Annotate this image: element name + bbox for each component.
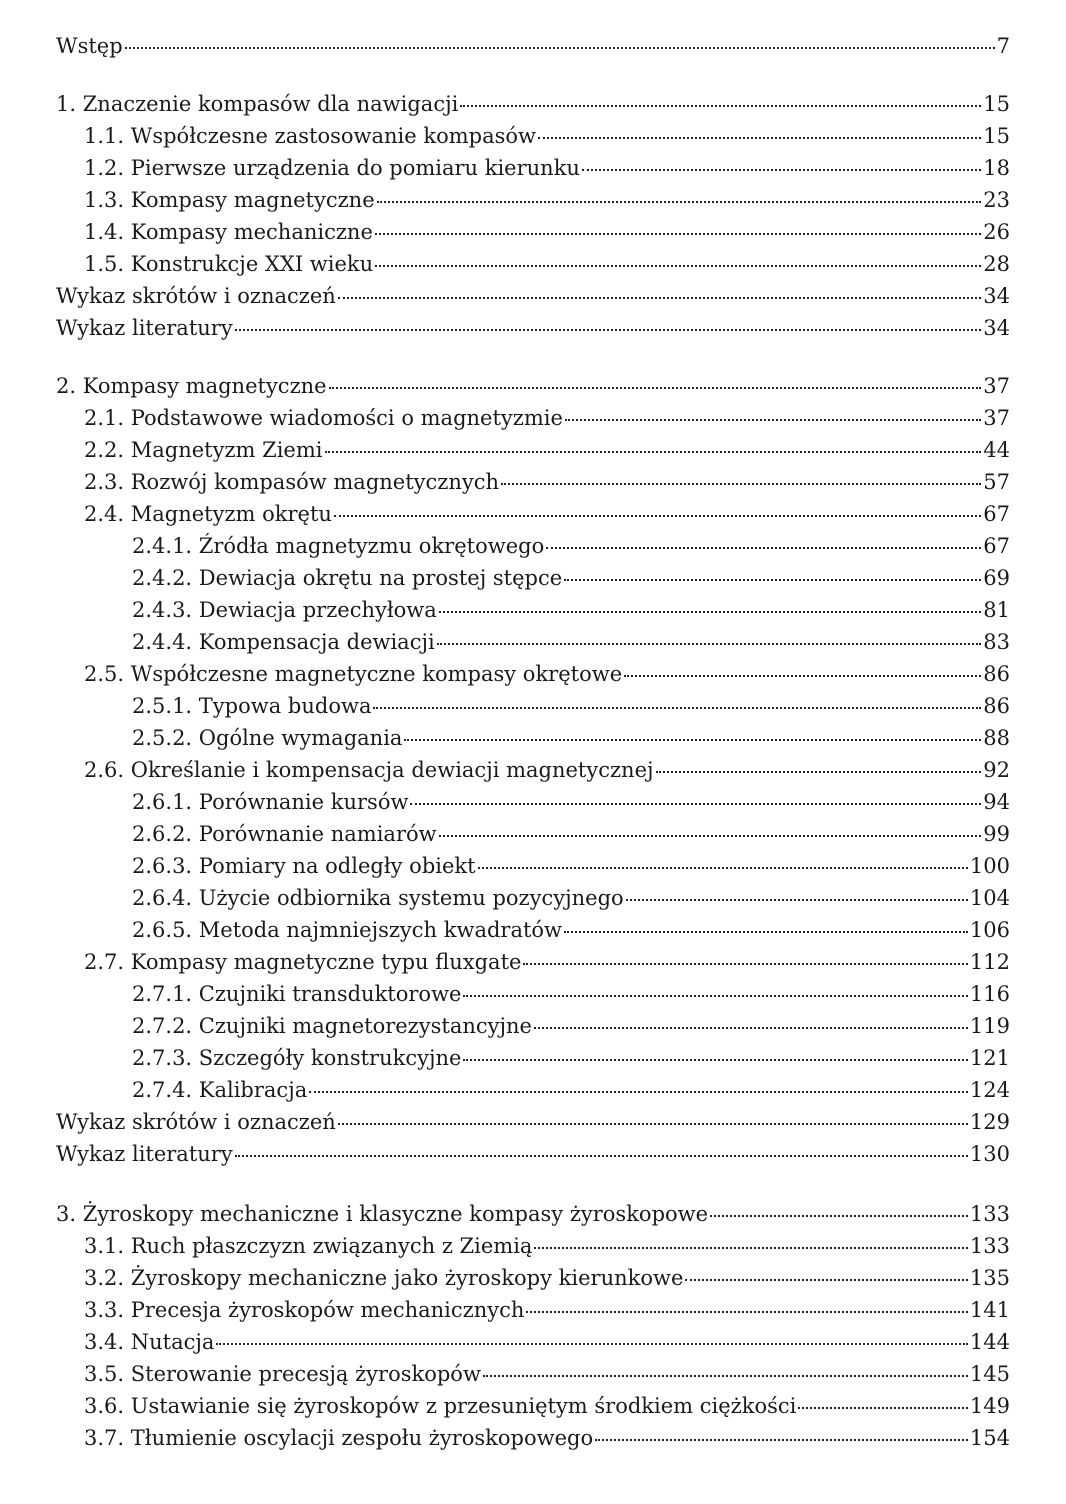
dot-leader [526, 1311, 968, 1313]
toc-entry-page-number: 144 [969, 1330, 1010, 1354]
toc-entry [132, 882, 1010, 914]
dot-leader [483, 1375, 968, 1377]
toc-entry [132, 1074, 1010, 1106]
toc-entry-page-number: 81 [983, 598, 1010, 622]
toc-entry-page-number: 92 [983, 758, 1010, 782]
toc-entry-title: Wykaz literatury [56, 316, 233, 340]
toc-entry-title: 2.5.1. Typowa budowa [132, 694, 372, 718]
dot-leader [626, 899, 968, 901]
toc-entry-title: 3. Żyroskopy mechaniczne i klasyczne kompasy żyroskopowe [56, 1202, 709, 1226]
toc-entry-page-number: 37 [983, 374, 1010, 398]
toc-entry [132, 1010, 1010, 1042]
toc-entry [56, 88, 1010, 120]
toc-entry [132, 626, 1010, 658]
toc-entry-title: 2.7.1. Czujniki transduktorowe [132, 982, 462, 1006]
toc-entry-page-number: 121 [969, 1046, 1010, 1070]
dot-leader [377, 201, 982, 203]
toc-entry-title: 2.6.4. Użycie odbiornika systemu pozycyjnego [132, 886, 624, 910]
toc-entry-page-number: 106 [969, 918, 1010, 942]
dot-leader [373, 707, 981, 709]
toc-entry [84, 754, 1010, 786]
dot-leader [546, 547, 981, 549]
toc-entry [132, 594, 1010, 626]
toc-entry-title: 2.4.3. Dewiacja przechyłowa [132, 598, 437, 622]
dot-leader [309, 1091, 968, 1093]
toc-entry-title: 2.4.1. Źródła magnetyzmu okrętowego [132, 534, 545, 558]
dot-leader [624, 675, 981, 677]
toc-entry-title: 1.1. Współczesne zastosowanie kompasów [84, 124, 537, 148]
toc-entry [84, 1390, 1010, 1422]
toc-entry-page-number: 130 [969, 1142, 1010, 1166]
dot-leader [564, 931, 968, 933]
toc-entry-page-number: 129 [969, 1110, 1010, 1134]
toc-entry-title: 3.2. Żyroskopy mechaniczne jako żyroskopy kierunkowe [84, 1266, 684, 1290]
dot-leader [534, 1247, 967, 1249]
dot-leader [410, 803, 981, 805]
toc-entry-page-number: 15 [983, 124, 1010, 148]
toc-entry [132, 818, 1010, 850]
toc-entry [132, 562, 1010, 594]
toc-entry-page-number: 15 [983, 92, 1010, 116]
toc-entry [56, 370, 1010, 402]
toc-entry-title: 1.2. Pierwsze urządzenia do pomiaru kierunku [84, 156, 580, 180]
toc-entry [84, 434, 1010, 466]
toc-entry-page-number: 135 [969, 1266, 1010, 1290]
dot-leader [338, 1123, 968, 1125]
toc-entry [84, 1294, 1010, 1326]
toc-entry [132, 786, 1010, 818]
toc-entry-page-number: 67 [983, 534, 1010, 558]
dot-leader [798, 1407, 968, 1409]
toc-entry-title: 2.1. Podstawowe wiadomości o magnetyzmie [84, 406, 563, 430]
toc-entry-page-number: 112 [969, 950, 1010, 974]
dot-leader [523, 963, 967, 965]
dot-leader [463, 1059, 967, 1061]
dot-leader [437, 643, 982, 645]
toc-entry [56, 312, 1010, 344]
dot-leader [439, 835, 982, 837]
toc-entry-page-number: 28 [983, 252, 1010, 276]
toc-entry-page-number: 23 [983, 188, 1010, 212]
dot-leader [375, 265, 981, 267]
toc-entry [84, 1326, 1010, 1358]
toc-entry [132, 978, 1010, 1010]
toc-entry-title: 2.4.4. Kompensacja dewiacji [132, 630, 435, 654]
dot-leader [235, 329, 982, 331]
dot-leader [404, 739, 981, 741]
toc-entry [84, 248, 1010, 280]
toc-entry [56, 280, 1010, 312]
toc-entry-page-number: 133 [969, 1234, 1010, 1258]
toc-entry-page-number: 133 [969, 1202, 1010, 1226]
toc-entry-page-number: 104 [969, 886, 1010, 910]
dot-leader [338, 297, 981, 299]
toc-entry-title: 3.3. Precesja żyroskopów mechanicznych [84, 1298, 525, 1322]
toc-entry-title: 3.4. Nutacja [84, 1330, 215, 1354]
dot-leader [534, 1027, 968, 1029]
toc-entry [132, 690, 1010, 722]
toc-entry-title: 2.7.4. Kalibracja [132, 1078, 308, 1102]
toc-entry [84, 1262, 1010, 1294]
toc-entry-page-number: 124 [969, 1078, 1010, 1102]
toc-entry [132, 850, 1010, 882]
toc-entry-title: 2.6.1. Porównanie kursów [132, 790, 409, 814]
dot-leader [595, 1439, 968, 1441]
dot-leader [478, 867, 968, 869]
dot-leader [329, 387, 982, 389]
toc-entry-page-number: 116 [969, 982, 1010, 1006]
toc-entry-title: 2.7.3. Szczegóły konstrukcyjne [132, 1046, 462, 1070]
toc-entry-page-number: 145 [969, 1362, 1010, 1386]
dot-leader [463, 995, 967, 997]
toc-entry [132, 530, 1010, 562]
toc-entry-title: Wykaz literatury [56, 1142, 233, 1166]
toc-entry-title: 3.6. Ustawianie się żyroskopów z przesuniętym środkiem ciężkości [84, 1394, 797, 1418]
dot-leader [125, 47, 995, 49]
toc-entry-title: 1.3. Kompasy magnetyczne [84, 188, 375, 212]
dot-leader [235, 1155, 968, 1157]
toc-entry-title: 2.6.3. Pomiary na odległy obiekt [132, 854, 476, 878]
toc-entry [84, 120, 1010, 152]
toc-entry-page-number: 57 [983, 470, 1010, 494]
toc-entry-title: 3.1. Ruch płaszczyzn związanych z Ziemią [84, 1234, 533, 1258]
toc-entry-title: 2.6. Określanie i kompensacja dewiacji magnetycznej [84, 758, 654, 782]
dot-leader [685, 1279, 968, 1281]
dot-leader [501, 483, 981, 485]
dot-leader [656, 771, 982, 773]
toc-entry-page-number: 7 [996, 34, 1010, 58]
toc-entry-page-number: 18 [983, 156, 1010, 180]
toc-entry-title: 1.4. Kompasy mechaniczne [84, 220, 373, 244]
toc-entry-page-number: 88 [983, 726, 1010, 750]
toc-entry-title: 2.3. Rozwój kompasów magnetycznych [84, 470, 500, 494]
dot-leader [582, 169, 981, 171]
dot-leader [325, 451, 982, 453]
toc-entry-title: 2.5. Współczesne magnetyczne kompasy okrętowe [84, 662, 623, 686]
toc-entry-page-number: 141 [969, 1298, 1010, 1322]
dot-leader [375, 233, 981, 235]
toc-entry [132, 1042, 1010, 1074]
toc-entry-title: 2.5.2. Ogólne wymagania [132, 726, 403, 750]
toc-entry [84, 184, 1010, 216]
toc-entry-page-number: 67 [983, 502, 1010, 526]
toc-entry-title: 3.5. Sterowanie precesją żyroskopów [84, 1362, 481, 1386]
toc-entry-page-number: 154 [969, 1426, 1010, 1450]
toc-entry-title: Wstęp [56, 34, 123, 58]
toc-entry-page-number: 34 [983, 284, 1010, 308]
toc-entry-page-number: 86 [983, 694, 1010, 718]
toc-entry-title: 2. Kompasy magnetyczne [56, 374, 327, 398]
toc-entry-title: 1.5. Konstrukcje XXI wieku [84, 252, 374, 276]
dot-leader [334, 515, 981, 517]
toc-entry [84, 1230, 1010, 1262]
toc-entry-page-number: 69 [983, 566, 1010, 590]
toc-entry-page-number: 100 [969, 854, 1010, 878]
toc-entry-title: 2.7. Kompasy magnetyczne typu fluxgate [84, 950, 522, 974]
toc-entry [84, 216, 1010, 248]
toc-entry [84, 946, 1010, 978]
toc-entry [84, 1358, 1010, 1390]
toc-entry-title: 2.4. Magnetyzm okrętu [84, 502, 332, 526]
dot-leader [710, 1215, 968, 1217]
toc-entry [132, 914, 1010, 946]
toc-entry [84, 1422, 1010, 1454]
toc-entry-title: 2.6.5. Metoda najmniejszych kwadratów [132, 918, 563, 942]
toc-entry [84, 498, 1010, 530]
toc-entry-page-number: 149 [969, 1394, 1010, 1418]
toc-entry-page-number: 99 [983, 822, 1010, 846]
toc-entry-page-number: 37 [983, 406, 1010, 430]
toc-entry [56, 1138, 1010, 1170]
toc-entry-page-number: 119 [969, 1014, 1010, 1038]
dot-leader [538, 137, 981, 139]
toc-entry [84, 152, 1010, 184]
dot-leader [216, 1343, 968, 1345]
toc-entry-page-number: 44 [983, 438, 1010, 462]
toc-entry-title: 2.6.2. Porównanie namiarów [132, 822, 437, 846]
toc-entry-title: Wykaz skrótów i oznaczeń [56, 1110, 336, 1134]
toc-entry-page-number: 26 [983, 220, 1010, 244]
dot-leader [564, 579, 981, 581]
toc-entry [84, 402, 1010, 434]
toc-entry-title: Wykaz skrótów i oznaczeń [56, 284, 336, 308]
toc-entry [84, 658, 1010, 690]
toc-entry [84, 466, 1010, 498]
toc-entry-page-number: 86 [983, 662, 1010, 686]
dot-leader [439, 611, 981, 613]
toc-entry [56, 1198, 1010, 1230]
toc-entry-page-number: 94 [983, 790, 1010, 814]
dot-leader [460, 105, 981, 107]
toc-entry-title: 2.2. Magnetyzm Ziemi [84, 438, 323, 462]
toc-entry-page-number: 34 [983, 316, 1010, 340]
toc-entry-title: 1. Znaczenie kompasów dla nawigacji [56, 92, 459, 116]
toc-entry [132, 722, 1010, 754]
dot-leader [565, 419, 981, 421]
toc-entry-title: 2.7.2. Czujniki magnetorezystancyjne [132, 1014, 532, 1038]
toc-entry-title: 3.7. Tłumienie oscylacji zespołu żyroskopowego [84, 1426, 594, 1450]
toc-entry-page-number: 83 [983, 630, 1010, 654]
toc-entry [56, 1106, 1010, 1138]
toc-entry-title: 2.4.2. Dewiacja okrętu na prostej stępce [132, 566, 563, 590]
toc-entry [56, 30, 1010, 62]
